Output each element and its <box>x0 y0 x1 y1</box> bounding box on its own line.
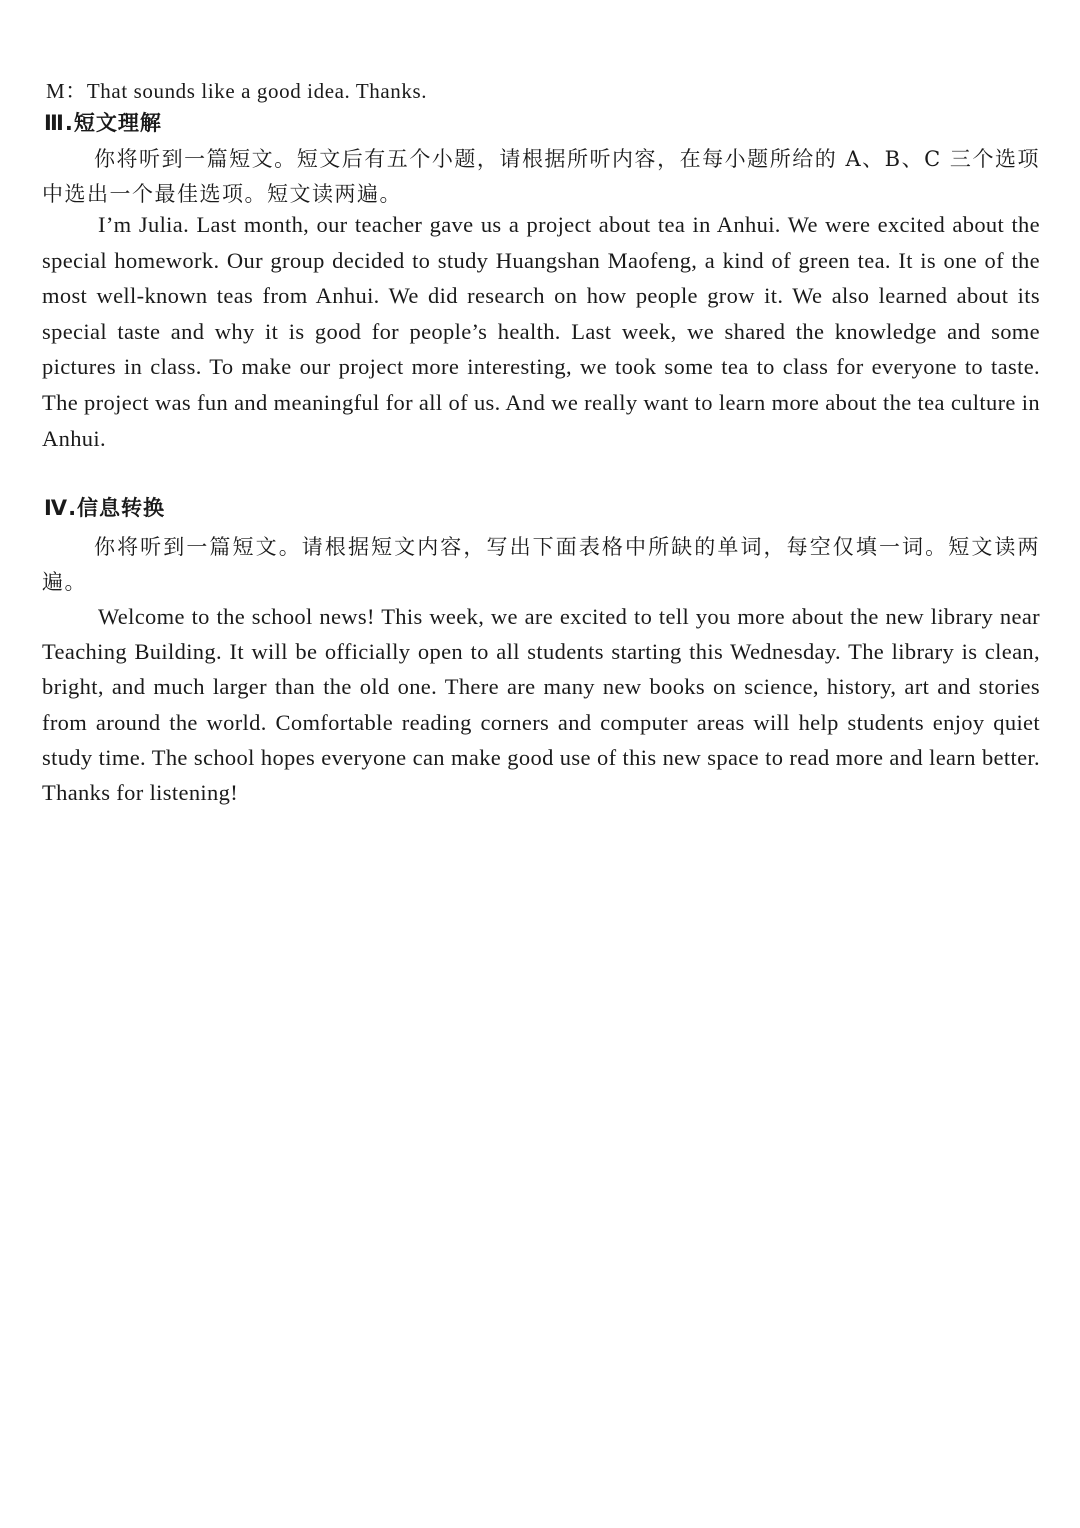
section-4-heading: Ⅳ.信息转换 <box>44 496 166 520</box>
section-4-instruction: 你将听到一篇短文。请根据短文内容，写出下面表格中所缺的单词，每空仅填一词。短文读两遍。 <box>42 535 1040 594</box>
section-3-instruction: 你将听到一篇短文。短文后有五个小题，请根据所听内容，在每小题所给的 A、B、C 三个选项中选出一个最佳选项。短文读两遍。 <box>42 147 1040 206</box>
dialogue-last-line: M：That sounds like a good idea. Thanks. <box>46 79 428 103</box>
section-3-passage: I’m Julia. Last month, our teacher gave us a project about tea in Anhui. We were excited about the special homework. Our group decided to study Huangshan Maofeng, a kind of green tea. It is one of the most well-known teas from Anhui. We did research on how people grow it. We also learned about its special taste and why it is good for people’s health. Last week, we shared the knowledge and some pictures in class. To make our project more interesting, we took some tea to class for everyone to taste. The project was fun and meaningful for all of us. And we really want to learn more about the tea culture in Anhui. <box>42 212 1040 451</box>
section-4-passage: Welcome to the school news! This week, we are excited to tell you more about the new library near Teaching Building. It will be officially open to all students starting this Wednesday. The library is clean, bright, and much larger than the old one. There are many new books on science, history, art and stories from around the world. Comfortable reading corners and computer areas will help students enjoy quiet study time. The school hopes everyone can make good use of this new space to read more and learn better. Thanks for listening! <box>42 604 1040 806</box>
section-3-heading: Ⅲ.短文理解 <box>44 111 162 135</box>
